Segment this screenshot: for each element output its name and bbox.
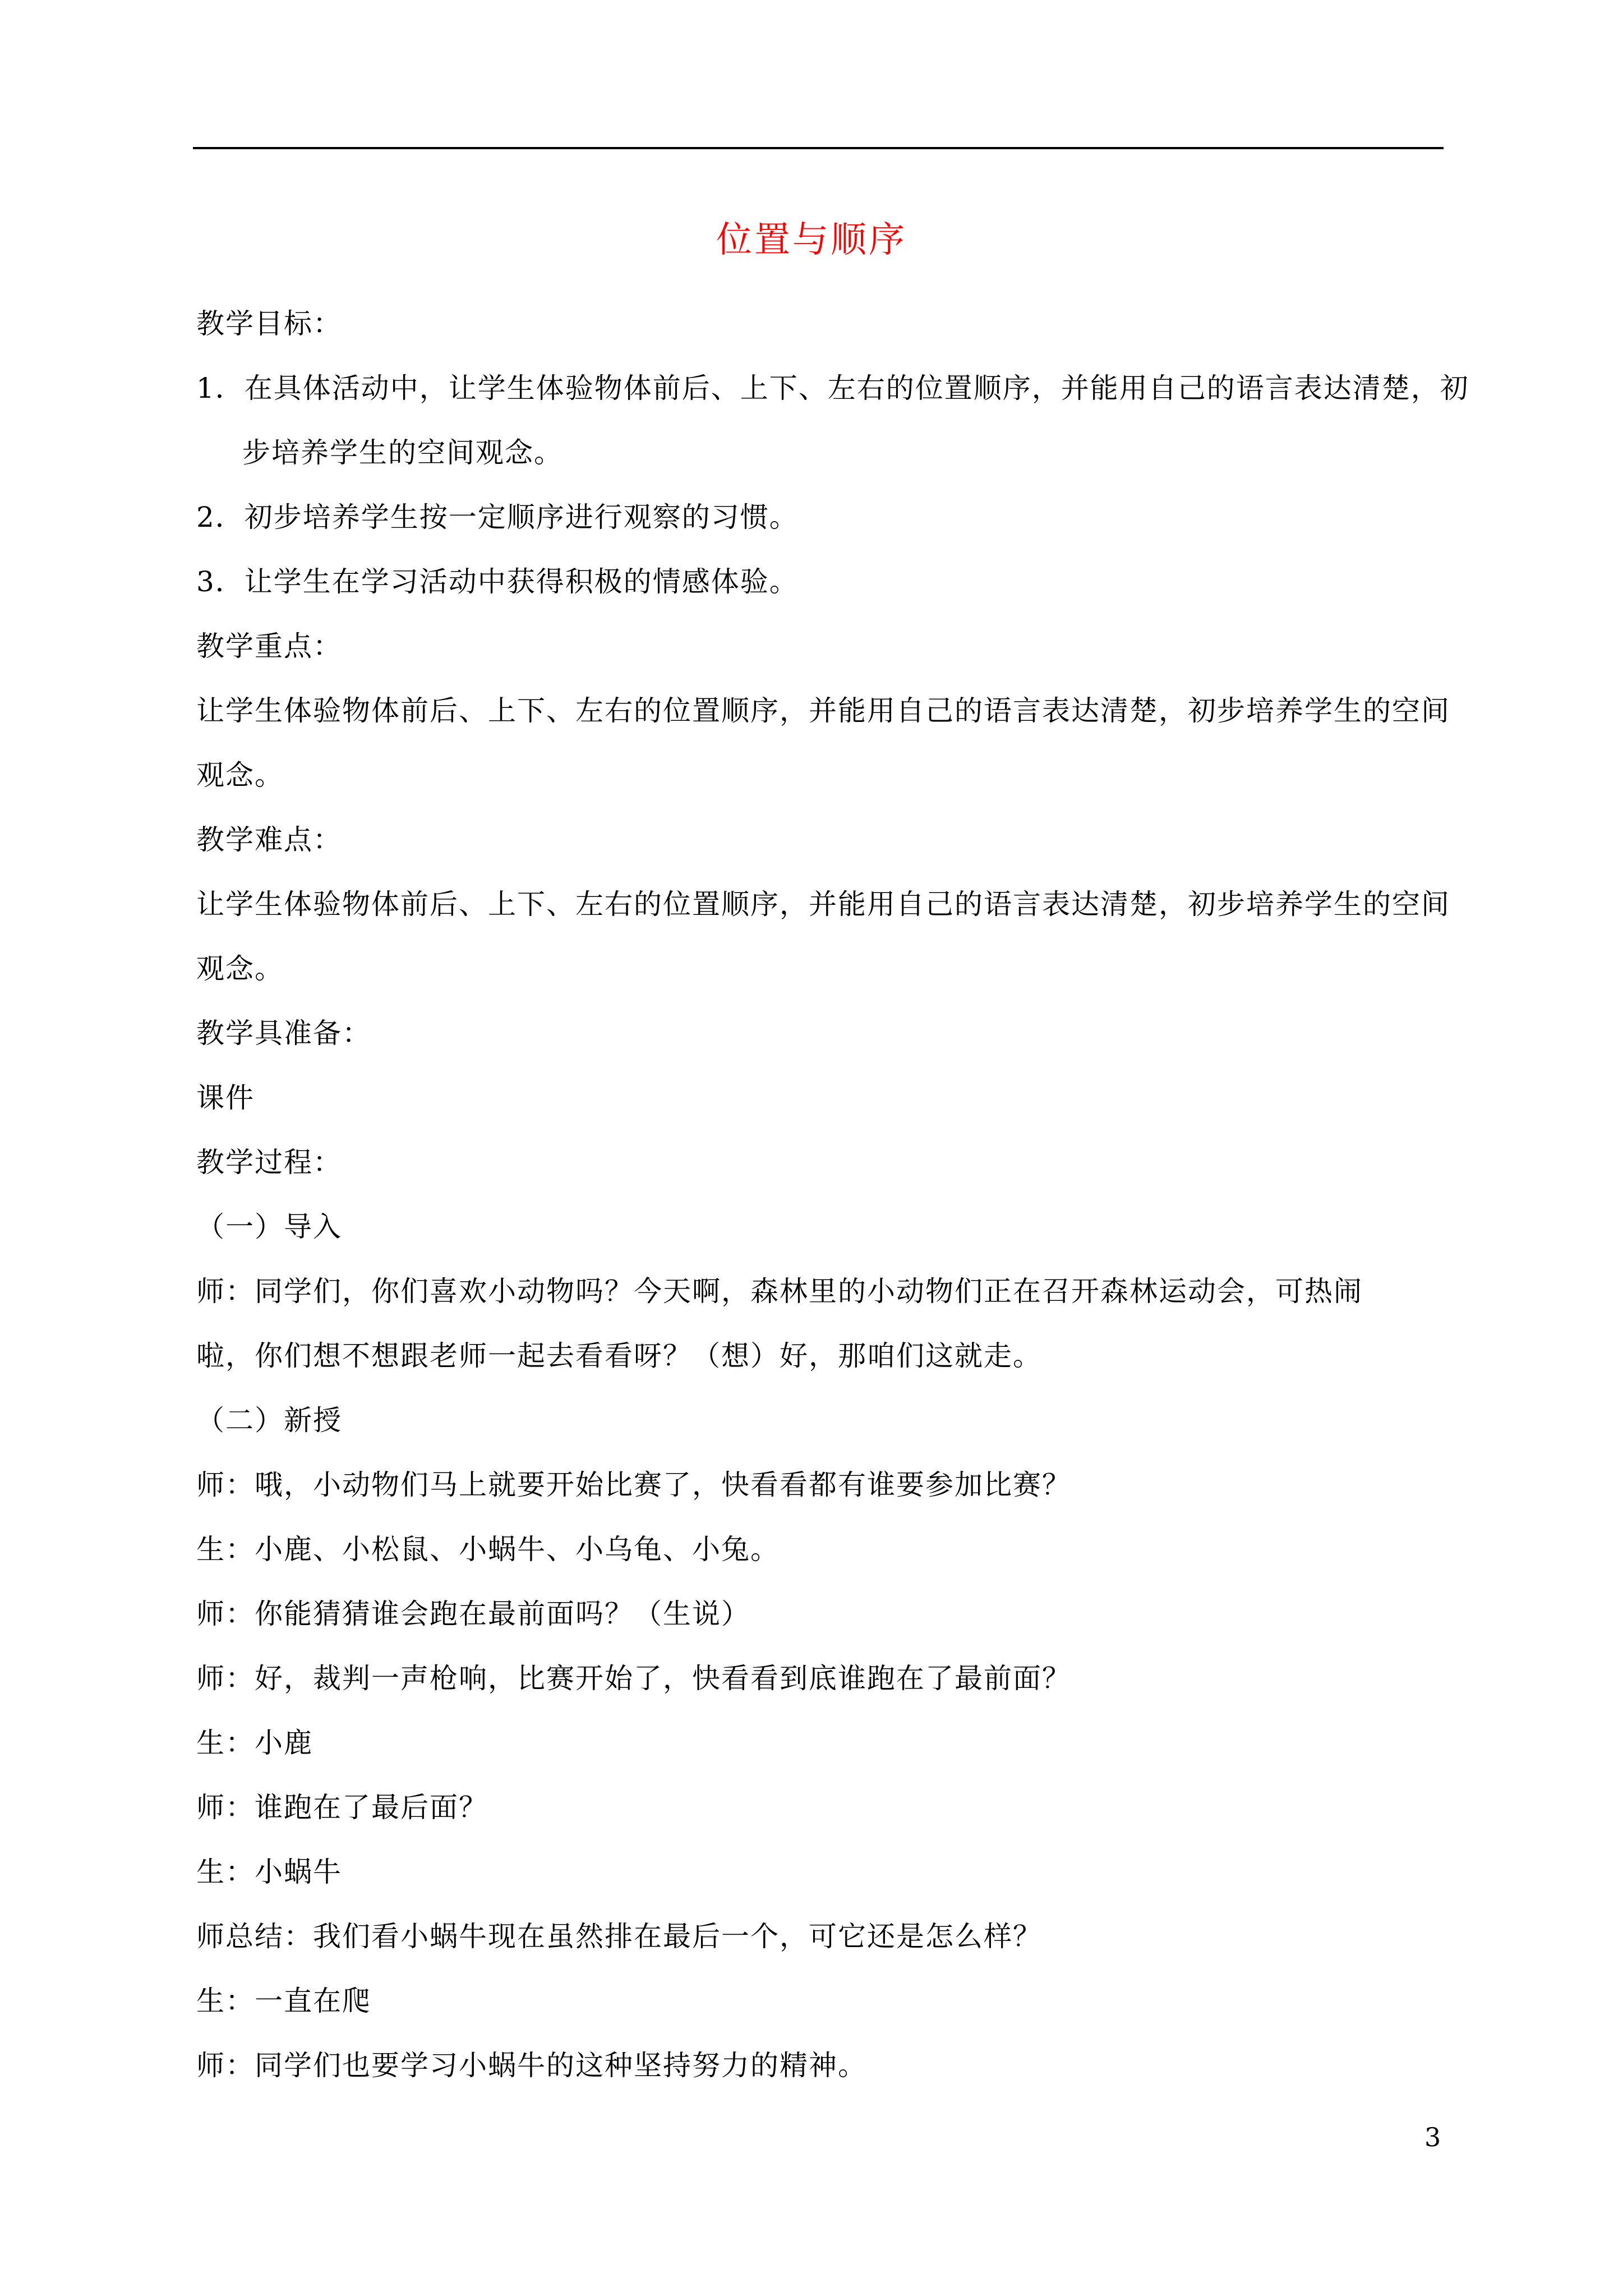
difficulty-text: 让学生体验物体前后、上下、左右的位置顺序，并能用自己的语言表达清楚，初步培养学生的空间 <box>196 888 1450 921</box>
dialogue-line: 生：小鹿、小松鼠、小蜗牛、小乌龟、小兔。 <box>196 1533 780 1566</box>
section-heading: 教学具准备： <box>196 1017 371 1050</box>
section-heading: 教学重点： <box>196 630 342 662</box>
page-title: 位置与顺序 <box>716 219 907 261</box>
dialogue-line: 生：一直在爬 <box>196 1985 371 2017</box>
dialogue-line: 师：同学们也要学习小蜗牛的这种坚持努力的精神。 <box>196 2049 867 2082</box>
dialogue-line: 师：你能猜猜谁会跑在最前面吗？（生说） <box>196 1598 750 1630</box>
difficulty-text-continued: 观念。 <box>196 953 284 985</box>
dialogue-line: 师：哦，小动物们马上就要开始比赛了，快看看都有谁要参加比赛？ <box>196 1469 1071 1501</box>
subsection-heading: （一）导入 <box>196 1211 342 1243</box>
section-heading: 教学难点： <box>196 823 342 856</box>
header-rule <box>193 147 1444 149</box>
subsection-heading: （二）新授 <box>196 1404 342 1437</box>
dialogue-line: 生：小鹿 <box>196 1727 313 1759</box>
key-point-text-continued: 观念。 <box>196 759 284 792</box>
document-body <box>196 292 1469 2098</box>
objective-1-continued: 步培养学生的空间观念。 <box>242 436 563 469</box>
objective-2: 2．初步培养学生按一定顺序进行观察的习惯。 <box>196 501 799 533</box>
materials-text: 课件 <box>196 1082 255 1114</box>
key-point-text: 让学生体验物体前后、上下、左右的位置顺序，并能用自己的语言表达清楚，初步培养学生的空间 <box>196 694 1450 727</box>
section-heading: 教学目标： <box>196 307 342 340</box>
section-heading: 教学过程： <box>196 1146 342 1179</box>
dialogue-line: 师：好，裁判一声枪响，比赛开始了，快看看到底谁跑在了最前面？ <box>196 1662 1071 1695</box>
objective-3: 3．让学生在学习活动中获得积极的情感体验。 <box>196 565 799 598</box>
dialogue-line: 师：同学们，你们喜欢小动物吗？今天啊，森林里的小动物们正在召开森林运动会，可热闹 <box>196 1275 1363 1308</box>
dialogue-line: 啦，你们想不想跟老师一起去看看呀？（想）好，那咱们这就走。 <box>196 1340 1042 1372</box>
dialogue-line: 生：小蜗牛 <box>196 1856 342 1888</box>
dialogue-line: 师总结：我们看小蜗牛现在虽然排在最后一个，可它还是怎么样？ <box>196 1920 1042 1953</box>
objective-1: 1．在具体活动中，让学生体验物体前后、上下、左右的位置顺序，并能用自己的语言表达清楚，初 <box>196 372 1469 404</box>
page-number: 3 <box>1424 2122 1441 2152</box>
dialogue-line: 师：谁跑在了最后面？ <box>196 1791 488 1824</box>
